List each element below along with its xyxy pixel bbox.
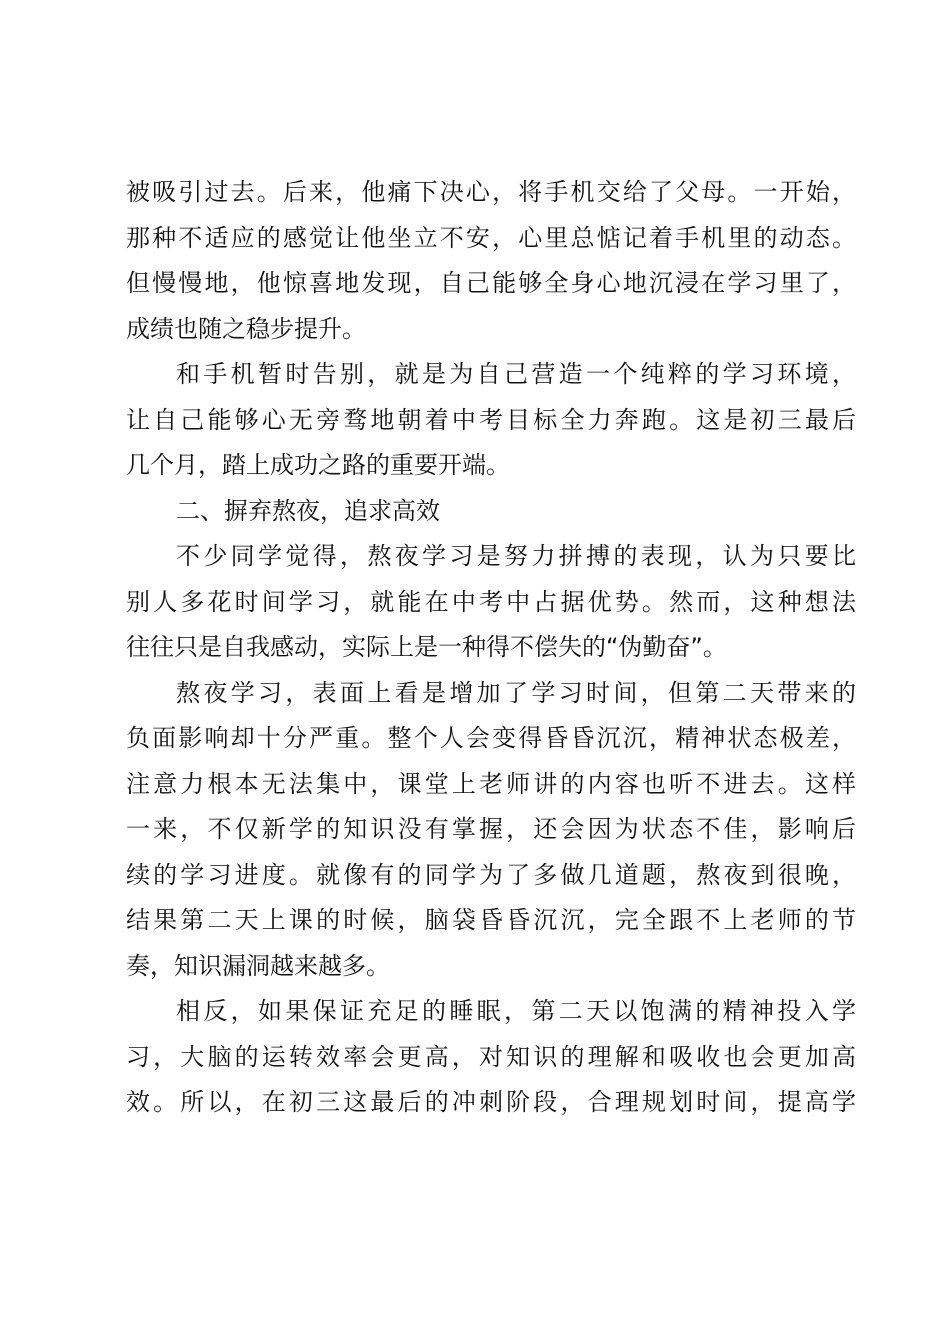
- document-body: [126, 170, 856, 1126]
- text-line: 不少同学觉得，熬夜学习是努力拼搏的表现，认为只要比: [176, 542, 856, 570]
- text-line: 注意力根本无法集中，课堂上老师讲的内容也听不进去。这样: [126, 769, 856, 798]
- paragraph: [126, 671, 856, 990]
- text-line: 几个月，踏上成功之路的重要开端。: [126, 451, 510, 479]
- text-line: 奏，知识漏洞越来越多。: [126, 951, 390, 980]
- text-line: 习，大脑的运转效率会更高，对知识的理解和吸收也会更加高: [126, 1042, 856, 1071]
- text-line: 成绩也随之稳步提升。: [126, 314, 366, 343]
- text-line: 和手机暂时告别，就是为自己营造一个纯粹的学习环境，: [176, 360, 856, 388]
- text-line: 负面影响却十分严重。整个人会变得昏昏沉沉，精神状态极差，: [126, 724, 856, 752]
- text-line: 熬夜学习，表面上看是增加了学习时间，但第二天带来的: [176, 678, 856, 707]
- text-line: 相反，如果保证充足的睡眠，第二天以饱满的精神投入学: [176, 997, 856, 1025]
- paragraph: [126, 352, 856, 489]
- text-line: 结果第二天上课的时候，脑袋昏昏沉沉，完全跟不上老师的节: [126, 906, 856, 934]
- text-line: 续的学习进度。就像有的同学为了多做几道题，熬夜到很晚，: [126, 860, 856, 889]
- text-line: 让自己能够心无旁骛地朝着中考目标全力奔跑。这是初三最后: [126, 405, 856, 434]
- text-line: 但慢慢地，他惊喜地发现，自己能够全身心地沉浸在学习里了，: [126, 269, 856, 297]
- text-line: 别人多花时间学习，就能在中考中占据优势。然而，这种想法: [126, 587, 856, 616]
- section-heading: 二、摒弃熬夜，追求高效: [176, 496, 440, 525]
- paragraph: [126, 534, 856, 671]
- paragraph: [126, 989, 856, 1126]
- text-line: 被吸引过去。后来，他痛下决心，将手机交给了父母。一开始，: [126, 178, 856, 206]
- text-line: 往往只是自我感动，实际上是一种得不偿失的“伪勤奋”。: [126, 633, 727, 661]
- text-line: 效。所以，在初三这最后的冲刺阶段，合理规划时间，提高学: [126, 1088, 856, 1116]
- text-line: 一来，不仅新学的知识没有掌握，还会因为状态不佳，影响后: [126, 815, 856, 843]
- text-line: 那种不适应的感觉让他坐立不安，心里总惦记着手机里的动态。: [126, 223, 856, 252]
- paragraph: [126, 170, 856, 352]
